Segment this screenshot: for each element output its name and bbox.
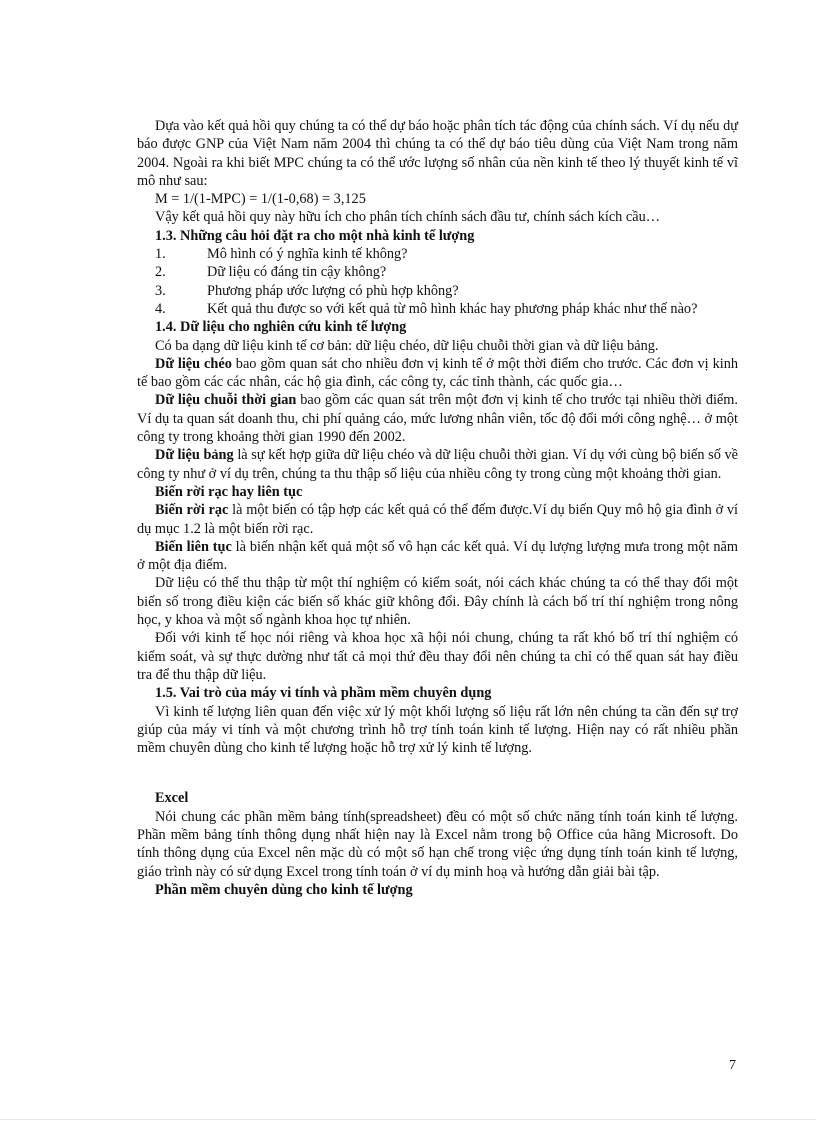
paragraph-computer-role: Vì kinh tế lượng liên quan đến việc xử lý một khối lượng số liệu rất lớn nên chúng ta cần đến sự trợ giúp của máy vi tính và một chương trình hỗ trợ tính toán kinh tế lượng. Hiện nay có rất nhiều phần mềm chuyên dùng cho kinh tế lượng hoặc hỗ trợ xử lý kinh tế lượng. [137, 703, 738, 757]
document-page [137, 117, 738, 899]
list-item-number: 3. [155, 282, 166, 299]
text-time-series: bao gồm các quan sát trên một đơn vị kinh tế cho trước tại nhiều thời điểm. Ví dụ ta quan sát doanh thu, chi phí quảng cáo, mức lương nhân viên, tốc độ đổi mới công nghệ… ở một công ty trong khoảng thời gian 1990 đến 2002. [137, 392, 738, 446]
term-panel-data: Dữ liệu bảng [155, 447, 234, 464]
section-heading-1-4: 1.4. Dữ liệu cho nghiên cứu kinh tế lượng [155, 319, 407, 336]
term-continuous: Biến liên tục [155, 538, 232, 555]
paragraph-cross-section [137, 355, 738, 392]
spacer [137, 757, 738, 789]
subheading-variable-types: Biến rời rạc hay liên tục [155, 483, 303, 500]
paragraph-experiment: Dữ liệu có thể thu thập từ một thí nghiệm có kiểm soát, nói cách khác chúng ta có thể thay đổi một biến số trong điều kiện các biến số khác giữ không đổi. Đây chính là cách bố trí thí nghiệm trong nông học, y khoa và một số ngành khoa học tự nhiên. [137, 575, 738, 629]
list-item-number: 2. [155, 264, 166, 281]
list-item-text: Mô hình có ý nghĩa kinh tế không? [207, 246, 408, 263]
page-bottom-divider [0, 1119, 816, 1120]
list-item-number: 1. [155, 246, 166, 263]
paragraph-panel-data [137, 446, 738, 483]
paragraph-excel: Nói chung các phần mềm bảng tính(spreadsheet) đều có một số chức năng tính toán kinh tế lượng. Phần mềm bảng tính thông dụng nhất hiện nay là Excel nằm trong bộ Office của hãng Microsoft. Do tính thông dụng của Excel nên mặc dù có một số hạn chế trong việc ứng dụng tính toán kinh tế lượng, giáo trình này có sử dụng Excel trong tính toán ở ví dụ minh hoạ và hướng dẫn giải bài tập. [137, 808, 738, 880]
list-item-number: 4. [155, 300, 166, 317]
subheading-specialized-software: Phần mềm chuyên dùng cho kinh tế lượng [155, 881, 413, 898]
list-item-text: Dữ liệu có đáng tin cậy không? [207, 264, 387, 281]
list-item-text: Phương pháp ước lượng có phù hợp không? [207, 282, 459, 299]
list-item [137, 263, 738, 281]
heading-excel: Excel [155, 790, 189, 807]
paragraph-usefulness: Vậy kết quả hồi quy này hữu ích cho phân tích chính sách đầu tư, chính sách kích cầu… [155, 209, 661, 226]
text-cross-section: bao gồm quan sát cho nhiều đơn vị kinh tế ở một thời điểm cho trước. Các đơn vị kinh tế bao gồm các các nhân, các hộ gia đình, các công ty, các tỉnh thành, các quốc gia… [137, 355, 738, 391]
section-heading-1-5: 1.5. Vai trò của máy vi tính và phầm mềm chuyên dụng [155, 685, 492, 702]
term-time-series: Dữ liệu chuỗi thời gian [155, 392, 297, 409]
text-continuous: là biến nhận kết quả một số vô hạn các kết quả. Ví dụ lượng lượng mưa trong một năm ở một địa điểm. [137, 538, 738, 574]
list-item [137, 245, 738, 263]
paragraph-forecast: Dựa vào kết quả hồi quy chúng ta có thể dự báo hoặc phân tích tác động của chính sách. Ví dụ nếu dự báo được GNP của Việt Nam năm 2004 thì chúng ta có thể dự báo tiêu dùng của Việt Nam trong năm 2004. Ngoài ra khi biết MPC chúng ta có thể ước lượng số nhân của nền kinh tế theo lý thuyết kinh tế vĩ mô như sau: [137, 118, 738, 189]
list-item [137, 282, 738, 300]
section-heading-1-3: 1.3. Những câu hỏi đặt ra cho một nhà kinh tế lượng [155, 227, 475, 244]
paragraph-time-series [137, 391, 738, 446]
term-cross-section: Dữ liệu chéo [155, 355, 232, 372]
term-discrete: Biến rời rạc [155, 502, 229, 519]
paragraph-continuous [137, 538, 738, 575]
text-panel-data: là sự kết hợp giữa dữ liệu chéo và dữ liệu chuỗi thời gian. Ví dụ với cùng bộ biến số về công ty như ở ví dụ trên, chúng ta thu thập số liệu của nhiều công ty trong cùng một khoảng thời gian. [137, 447, 738, 482]
paragraph-discrete [137, 501, 738, 538]
formula-multiplier: M = 1/(1-MPC) = 1/(1-0,68) = 3,125 [155, 191, 366, 208]
paragraph-data-types: Có ba dạng dữ liệu kinh tế cơ bản: dữ liệu chéo, dữ liệu chuỗi thời gian và dữ liệu bảng. [155, 337, 659, 354]
page-number: 7 [729, 1058, 736, 1073]
list-item [137, 300, 738, 318]
list-item-text: Kết quả thu được so với kết quả từ mô hình khác hay phương pháp khác như thế nào? [207, 300, 698, 317]
text-discrete: là một biến có tập hợp các kết quả có thể đếm được.Ví dụ biến Quy mô hộ gia đình ở ví dụ mục 1.2 là một biến rời rạc. [137, 502, 738, 537]
paragraph-observation: Đối với kinh tế học nói riêng và khoa học xã hội nói chung, chúng ta rất khó bố trí thí nghiệm có kiểm soát, và sự thực dường như tất cả mọi thứ đều thay đổi nên chúng ta chỉ có thể quan sát hay điều tra để thu thập dữ liệu. [137, 630, 738, 683]
